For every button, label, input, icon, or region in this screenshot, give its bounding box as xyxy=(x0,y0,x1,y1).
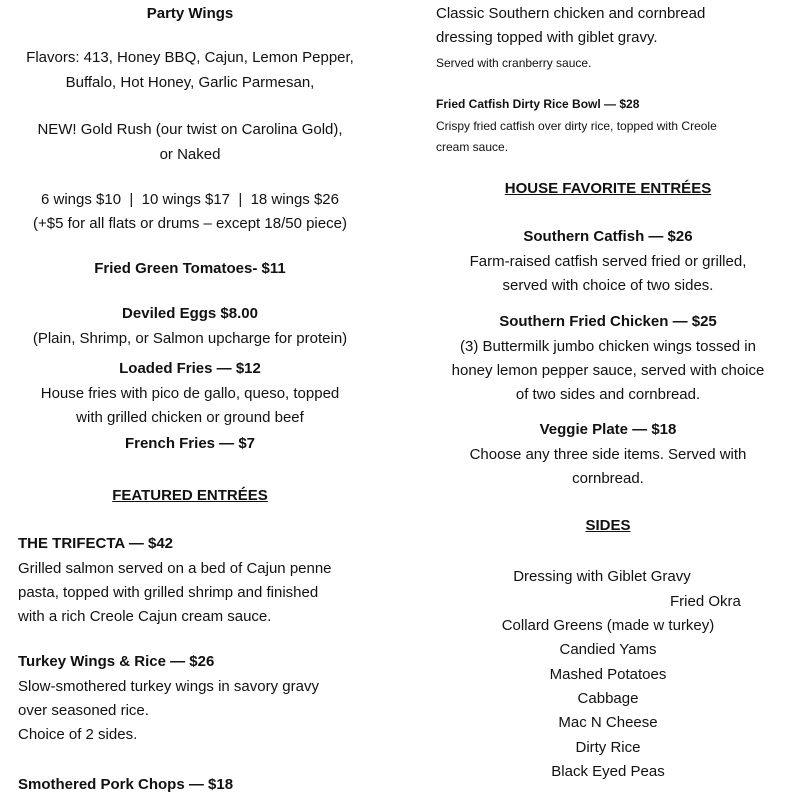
side-item: Dirty Rice xyxy=(575,739,641,756)
trifecta-desc-line2: pasta, topped with grilled shrimp and finished xyxy=(18,584,319,601)
veggie-plate-desc-line2: cornbread. xyxy=(572,470,644,487)
party-wings-title: Party Wings xyxy=(146,5,234,22)
fried-chicken-desc-line3: of two sides and cornbread. xyxy=(515,386,701,403)
trifecta-desc-line3: with a rich Creole Cajun cream sauce. xyxy=(18,608,272,625)
side-item: Candied Yams xyxy=(559,641,657,658)
side-item: Mashed Potatoes xyxy=(549,666,667,683)
side-item: Black Eyed Peas xyxy=(551,763,665,780)
pork-chops-title: Smothered Pork Chops — $18 xyxy=(18,776,234,793)
turkey-wings-title: Turkey Wings & Rice — $26 xyxy=(18,653,215,670)
veggie-plate-desc-line1: Choose any three side items. Served with xyxy=(469,446,747,463)
catfish-bowl-desc-line2: cream sauce. xyxy=(436,140,509,154)
fried-green-tomatoes: Fried Green Tomatoes- $11 xyxy=(94,260,286,277)
fried-chicken-desc-line2: honey lemon pepper sauce, served with choice xyxy=(451,362,765,379)
loaded-fries-desc-line1: House fries with pico de gallo, queso, topped xyxy=(40,385,340,402)
fried-chicken-title: Southern Fried Chicken — $25 xyxy=(499,313,717,330)
dressing-desc-line1: Classic Southern chicken and cornbread xyxy=(436,5,706,22)
deviled-eggs-title: Deviled Eggs $8.00 xyxy=(122,305,258,322)
side-item: Cabbage xyxy=(577,690,639,707)
trifecta-title: THE TRIFECTA — $42 xyxy=(18,535,174,552)
party-wings-flavors-line1: Flavors: 413, Honey BBQ, Cajun, Lemon Pepper, xyxy=(26,49,354,66)
fried-chicken-desc-line1: (3) Buttermilk jumbo chicken wings tossed in xyxy=(460,338,756,355)
turkey-wings-desc-line3: Choice of 2 sides. xyxy=(18,726,138,743)
party-wings-note: (+$5 for all flats or drums – except 18/50 piece) xyxy=(33,215,347,232)
loaded-fries-desc-line2: with grilled chicken or ground beef xyxy=(76,409,304,426)
dressing-desc-line2: dressing topped with giblet gravy. xyxy=(436,29,658,46)
deviled-eggs-desc: (Plain, Shrimp, or Salmon upcharge for protein) xyxy=(32,330,348,347)
house-favorite-heading: HOUSE FAVORITE ENTRÉES xyxy=(504,180,712,197)
side-item: Collard Greens (made w turkey) xyxy=(501,617,715,634)
veggie-plate-title: Veggie Plate — $18 xyxy=(539,421,677,438)
french-fries: French Fries — $7 xyxy=(124,435,256,452)
party-wings-new-line1: NEW! Gold Rush (our twist on Carolina Gold), xyxy=(37,121,343,138)
side-item: Dressing with Giblet Gravy xyxy=(513,568,691,585)
trifecta-desc-line1: Grilled salmon served on a bed of Cajun penne xyxy=(18,560,332,577)
sides-heading: SIDES xyxy=(585,517,631,534)
side-item: Mac N Cheese xyxy=(558,714,658,731)
party-wings-flavors-line2: Buffalo, Hot Honey, Garlic Parmesan, xyxy=(65,74,315,91)
catfish-bowl-desc-line1: Crispy fried catfish over dirty rice, topped with Creole xyxy=(436,119,717,133)
southern-catfish-desc-line1: Farm-raised catfish served fried or grilled, xyxy=(469,253,747,270)
turkey-wings-desc-line1: Slow-smothered turkey wings in savory gravy xyxy=(18,678,319,695)
loaded-fries-title: Loaded Fries — $12 xyxy=(119,360,261,377)
southern-catfish-title: Southern Catfish — $26 xyxy=(523,228,693,245)
featured-entrees-heading: FEATURED ENTRÉES xyxy=(112,487,268,504)
southern-catfish-desc-line2: served with choice of two sides. xyxy=(502,277,714,294)
party-wings-new-line2: or Naked xyxy=(159,146,221,163)
side-item: Fried Okra xyxy=(670,593,741,610)
turkey-wings-desc-line2: over seasoned rice. xyxy=(18,702,149,719)
catfish-bowl-title: Fried Catfish Dirty Rice Bowl — $28 xyxy=(436,97,640,111)
party-wings-prices: 6 wings $10 | 10 wings $17 | 18 wings $26 xyxy=(41,191,339,208)
dressing-note: Served with cranberry sauce. xyxy=(436,56,592,70)
